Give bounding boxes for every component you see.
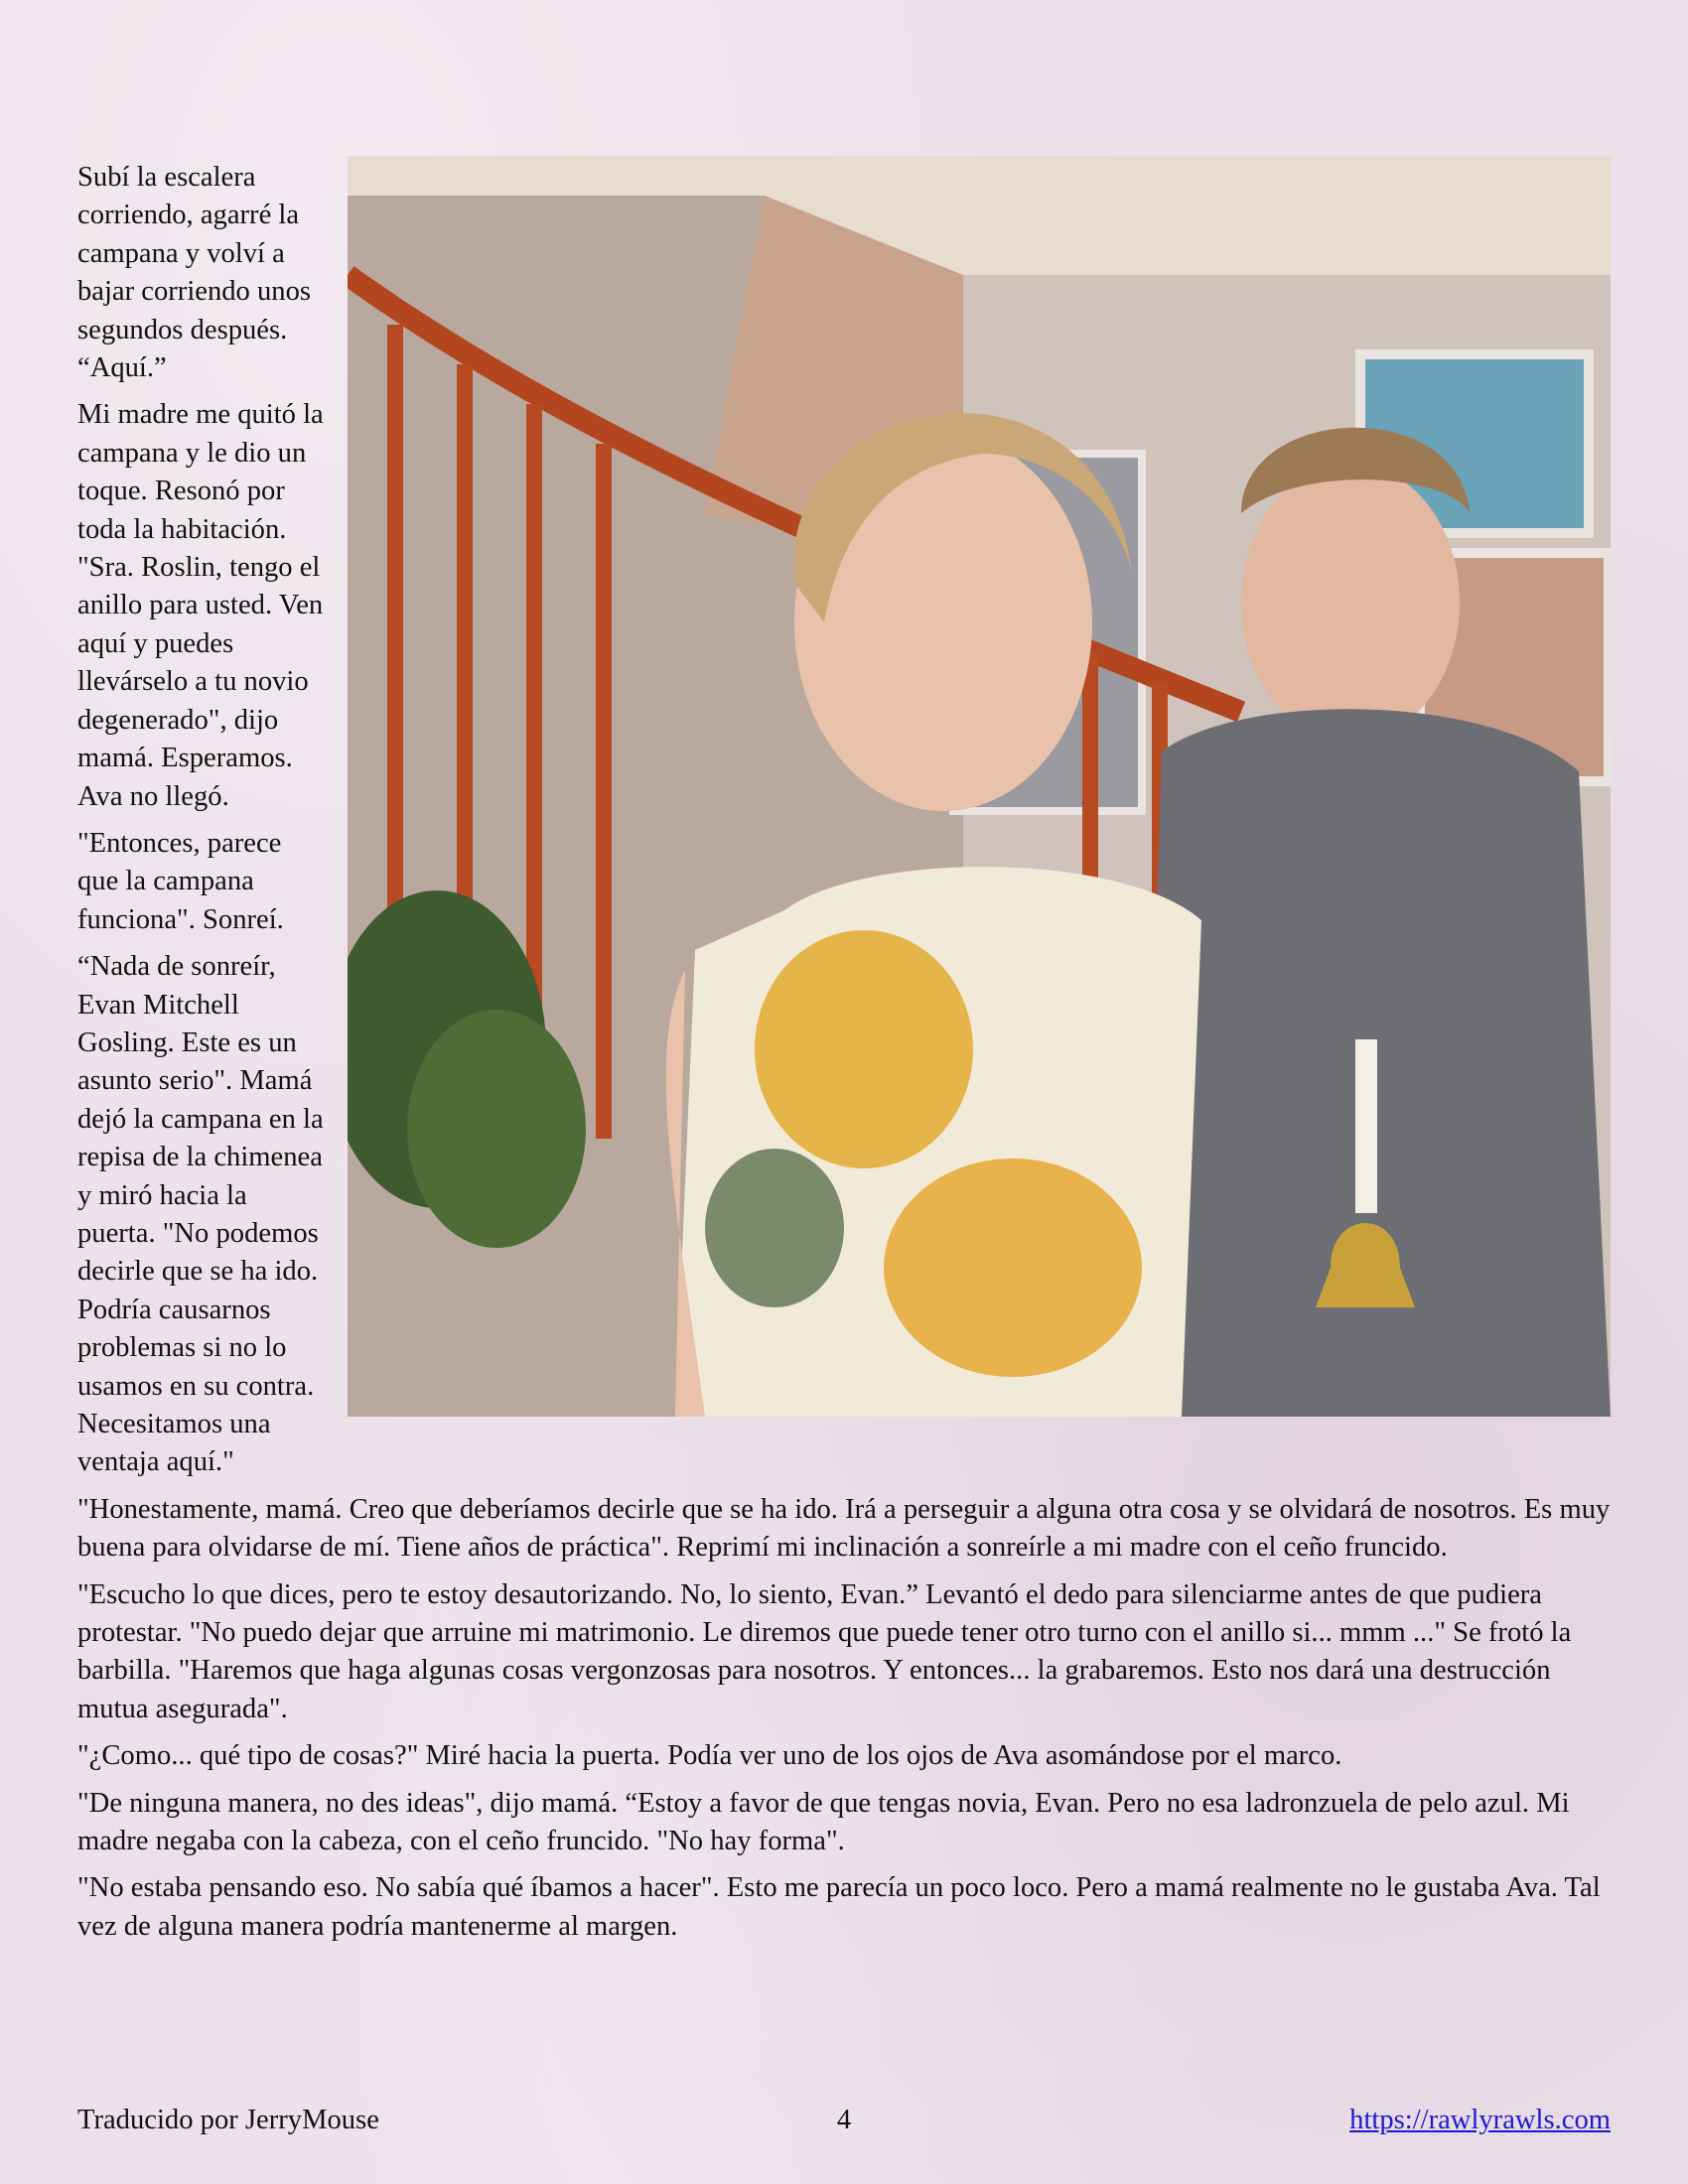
paragraph: "No estaba pensando eso. No sabía qué íbamos a hacer". Esto me parecía un poco loco. Pero a mamá realmente no le gustaba Ava. Tal vez de alguna manera podría mantenerme al margen. [77, 1872, 1601, 1942]
paragraph: "¿Como... qué tipo de cosas?" Miré hacia la puerta. Podía ver uno de los ojos de Ava asomándose por el marco. [77, 1740, 1342, 1772]
paragraph: "De ninguna manera, no des ideas", dijo mamá. “Estoy a favor de que tengas novia, Evan. Pero no esa ladronzuela de pelo azul. Mi madre negaba con la cabeza, con el ceño fruncido. "No hay forma". [77, 1787, 1570, 1857]
paragraph: "Escucho lo que dices, pero te estoy desautorizando. No, lo siento, Evan.” Levantó el dedo para silenciarme antes de que pudiera protestar. "No puedo dejar que arruine mi matrimonio. Le diremos que puede tener otro turno con el anillo si... mmm ..." Se frotó la barbilla. "Haremos que haga algunas cosas vergonzosas para nosotros. Y entonces... la grabaremos. Esto nos dará una destrucción mutua asegurada". [77, 1578, 1572, 1724]
website-link[interactable]: https://rawlyrawls.com [1349, 2105, 1611, 2135]
paragraph: Mi madre me quitó la campana y le dio un toque. Resonó por toda la habitación. "Sra. Roslin, tengo el anillo para usted. Ven aquí y puedes llevárselo a tu novio degenerado", dijo mamá. Esperamos. Ava no llegó. [77, 399, 324, 812]
page-footer [77, 2101, 1611, 2140]
page-number: 4 [836, 2105, 852, 2135]
translator-credit: Traducido por JerryMouse [77, 2105, 379, 2135]
paragraph: "Entonces, parece que la campana funciona". Sonreí. [77, 827, 284, 935]
paragraph: "Honestamente, mamá. Creo que deberíamos decirle que se ha ido. Irá a perseguir a alguna otra cosa y se olvidará de nosotros. Es muy buena para olvidarse de mí. Tiene años de práctica". Reprimí mi inclinación a sonreírle a mi madre con el ceño fruncido. [77, 1493, 1611, 1564]
paragraph: “Nada de sonreír, Evan Mitchell Gosling. Este es un asunto serio". Mamá dejó la campana en la repisa de la chimenea y miró hacia la puerta. "No podemos decirle que se ha ido. Podría causarnos problemas si no lo usamos en su contra. Necesitamos una ventaja aquí." [77, 951, 324, 1478]
illustration-scene [348, 156, 1611, 1417]
paragraph: Subí la escalera corriendo, agarré la campana y volví a bajar corriendo unos segundos después. “Aquí.” [77, 162, 312, 384]
story-body [77, 159, 1611, 1955]
illustration-image [348, 156, 1611, 1417]
